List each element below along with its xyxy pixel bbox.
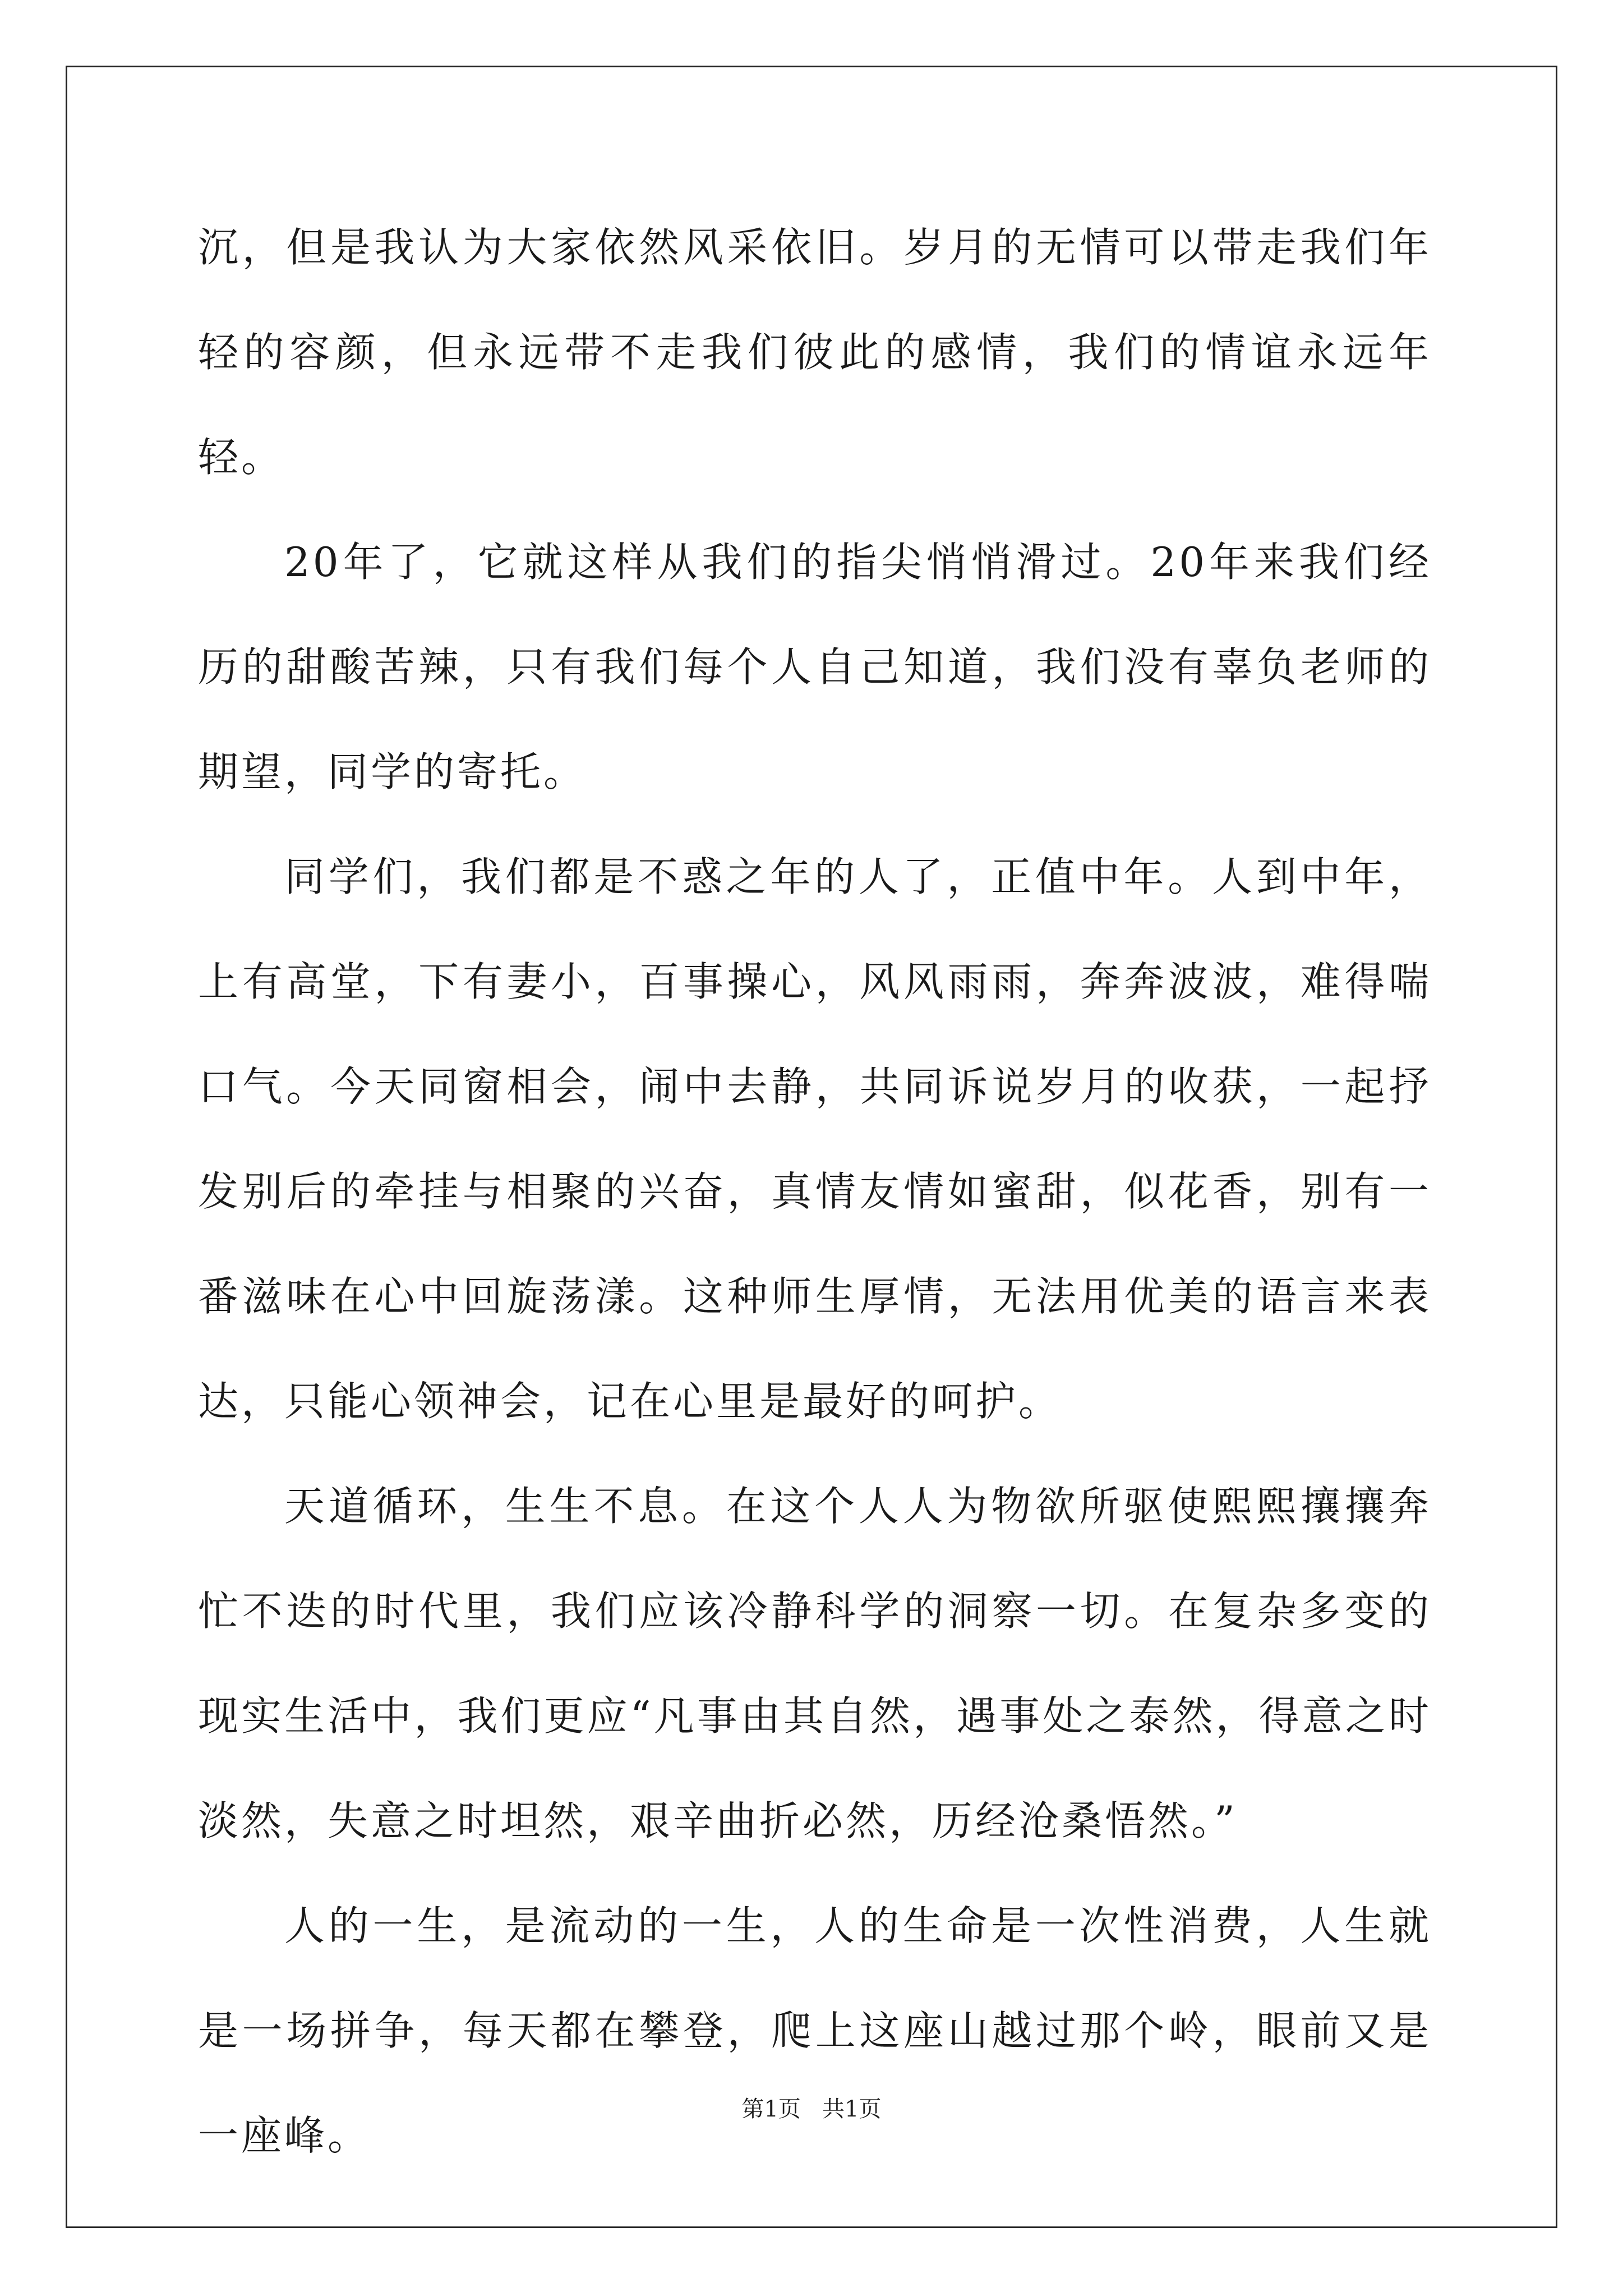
paragraph-4: 天道循环，生生不息。在这个人人为物欲所驱使熙熙攘攘奔忙不迭的时代里，我们应该冷静科学的洞察一切。在复杂多变的现实生活中，我们更应“凡事由其自然，遇事处之泰然，得意之时淡然，失意之时坦然，艰辛曲折必然，历经沧桑悟然。”	[198, 1483, 1432, 1844]
paragraph-5: 人的一生，是流动的一生，人的生命是一次性消费，人生就是一场拼争，每天都在攀登，爬上这座山越过那个岭，眼前又是一座峰。	[198, 1902, 1432, 2159]
document-body	[198, 195, 1432, 2188]
paragraph-1: 沉，但是我认为大家依然风采依旧。岁月的无情可以带走我们年轻的容颜，但永远带不走我们彼此的感情，我们的情谊永远年轻。	[198, 224, 1432, 481]
paragraph-3: 同学们，我们都是不惑之年的人了，正值中年。人到中年，上有高堂，下有妻小，百事操心，风风雨雨，奔奔波波，难得喘口气。今天同窗相会，闹中去静，共同诉说岁月的收获，一起抒发别后的牵挂与相聚的兴奋，真情友情如蜜甜，似花香，别有一番滋味在心中回旋荡漾。这种师生厚情，无法用优美的语言来表达，只能心领神会，记在心里是最好的呵护。	[198, 853, 1432, 1425]
paragraph-2: 20年了，它就这样从我们的指尖悄悄滑过。20年来我们经历的甜酸苦辣，只有我们每个人自己知道，我们没有辜负老师的期望，同学的寄托。	[198, 539, 1432, 795]
page-footer: 第1页 共1页	[741, 2096, 882, 2122]
